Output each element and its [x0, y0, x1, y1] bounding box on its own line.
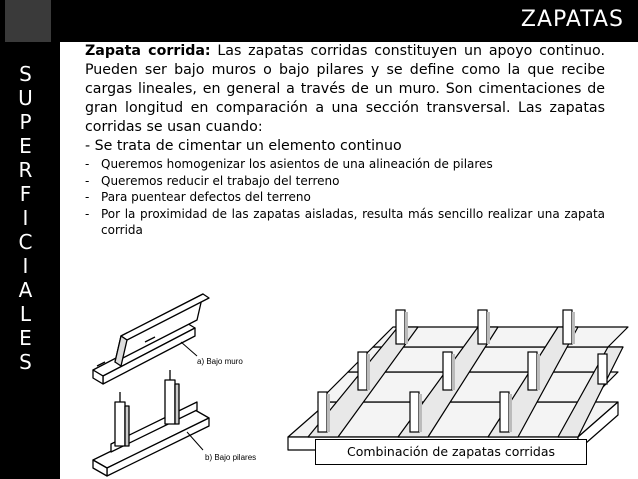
- dash-marker: -: [85, 157, 90, 171]
- list-item: [85, 156, 605, 173]
- vertical-letter: S: [19, 62, 33, 86]
- vertical-letter: R: [18, 158, 34, 182]
- dash-marker: -: [85, 190, 90, 204]
- figure-caption: Combinación de zapatas corridas: [315, 439, 587, 465]
- dash-marker: -: [85, 206, 90, 221]
- list-item-text: Para puentear defectos del terreno: [101, 190, 311, 204]
- vertical-letter: S: [19, 350, 33, 374]
- vertical-letter: U: [18, 86, 34, 110]
- combined-footings-figure: [278, 292, 630, 457]
- text-block: [85, 42, 605, 239]
- slide-title: ZAPATAS: [520, 7, 624, 32]
- vertical-letter: I: [22, 206, 30, 230]
- dash-marker: -: [85, 173, 90, 188]
- title-bar: [60, 0, 638, 42]
- vertical-word: [8, 62, 44, 374]
- vertical-letter: A: [18, 278, 34, 302]
- vertical-letter: F: [19, 182, 33, 206]
- list-item: [85, 173, 605, 190]
- intro-label: Zapata corrida:: [85, 43, 211, 59]
- vertical-letter: E: [19, 326, 33, 350]
- intro-text: Las zapatas corridas constituyen un apoyo continuo. Pueden ser bajo muros o bajo pilares y se define como la que recibe cargas lineales, en general a través de un muro. Son cimentaciones de gran longitud en comparación a una sección transversal. Las zapatas corridas se usan cuando:: [85, 43, 605, 135]
- vertical-letter: C: [18, 230, 34, 254]
- left-sidebar: [0, 0, 60, 479]
- list-item: [85, 189, 605, 206]
- sub-list: [85, 156, 605, 239]
- corner-square: [5, 0, 51, 42]
- list-item-text: Queremos homogenizar los asientos de una alineación de pilares: [101, 157, 493, 171]
- list-item-text: Queremos reducir el trabajo del terreno: [101, 173, 340, 188]
- intro-paragraph: [85, 42, 605, 137]
- vertical-letter: L: [19, 302, 33, 326]
- slide-content: [60, 42, 638, 479]
- list-item-text: Por la proximidad de las zapatas aisladas, resulta más sencillo realizar una zapata corrida: [101, 206, 605, 237]
- figure-label-b: b) Bajo pilares: [205, 453, 257, 462]
- figure-label-a: a) Bajo muro: [197, 357, 243, 366]
- footing-types-figure: [85, 292, 265, 477]
- vertical-letter: E: [19, 134, 33, 158]
- main-list-item: - Se trata de cimentar un elemento continuo: [85, 138, 402, 154]
- vertical-letter: P: [19, 110, 33, 134]
- vertical-letter: I: [22, 254, 30, 278]
- list-item: [85, 206, 605, 239]
